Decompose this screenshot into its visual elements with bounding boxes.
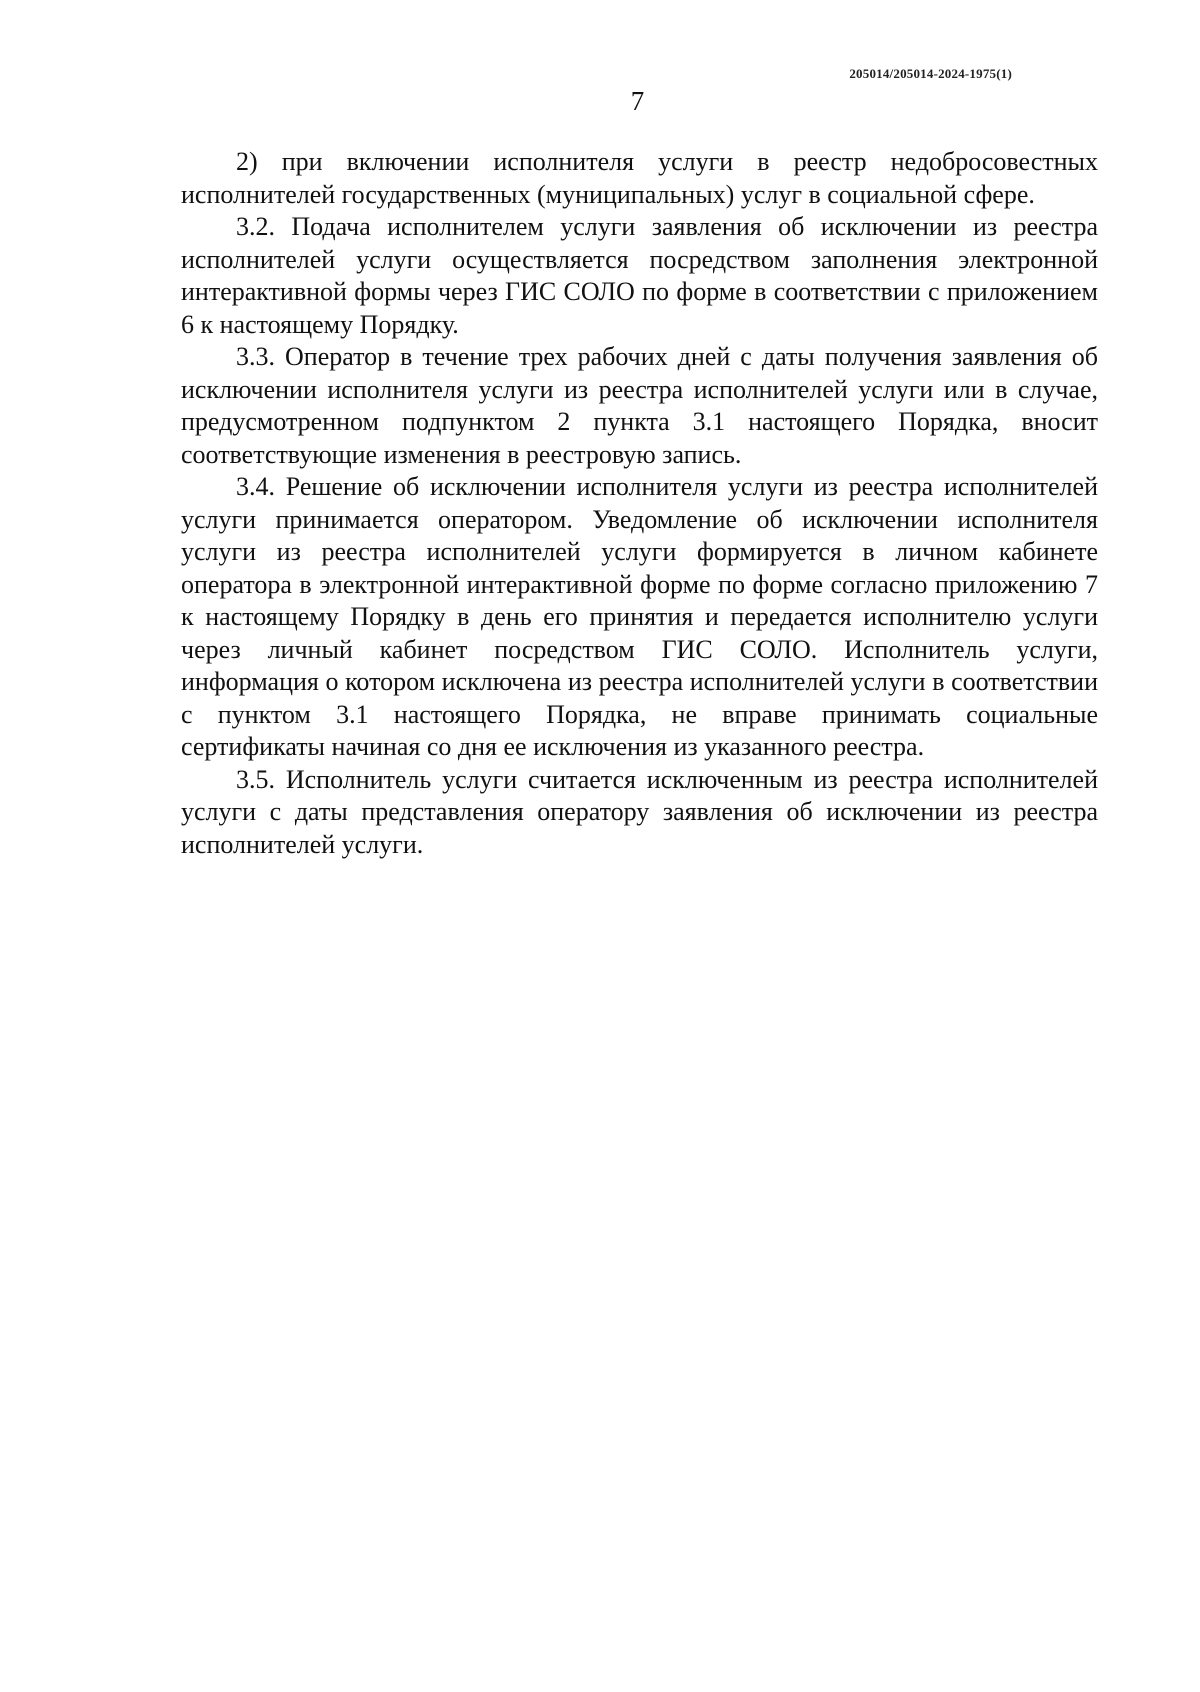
- paragraph-3-4: 3.4. Решение об исключении исполнителя услуги из реестра исполнителей услуги принимается оператором. Уведомление об исключении исполнителя услуги из реестра исполнителей услуги формируется в личном кабинете оператора в электронной интерактивной форме по форме согласно приложению 7 к настоящему Порядку в день его принятия и передается исполнителю услуги через личный кабинет посредством ГИС СОЛО. Исполнитель услуги, информация о котором исключена из реестра исполнителей услуги в соответствии с пунктом 3.1 настоящего Порядка, не вправе принимать социальные сертификаты начиная со дня ее исключения из указанного реестра.: [181, 472, 1098, 761]
- paragraph-3-5: 3.5. Исполнитель услуги считается исключенным из реестра исполнителей услуги с даты представления оператору заявления об исключении из реестра исполнителей услуги.: [181, 764, 1098, 859]
- paragraph-item-2: 2) при включении исполнителя услуги в реестр недобросовестных исполнителей государственных (муниципальных) услуг в социальной сфере.: [181, 147, 1098, 209]
- paragraph-3-2: 3.2. Подача исполнителем услуги заявления об исключении из реестра исполнителей услуги осуществляется посредством заполнения электронной интерактивной формы через ГИС СОЛО по форме в соответствии с приложением 6 к настоящему Порядку.: [181, 212, 1098, 339]
- document-id: 205014/205014-2024-1975(1): [849, 66, 1012, 81]
- body-text: [181, 146, 1098, 861]
- page-number: 7: [630, 86, 645, 116]
- paragraph-3-3: 3.3. Оператор в течение трех рабочих дней с даты получения заявления об исключении исполнителя услуги из реестра исполнителей услуги или в случае, предусмотренном подпунктом 2 пункта 3.1 настоящего Порядка, вносит соответствующие изменения в реестровую запись.: [181, 342, 1098, 469]
